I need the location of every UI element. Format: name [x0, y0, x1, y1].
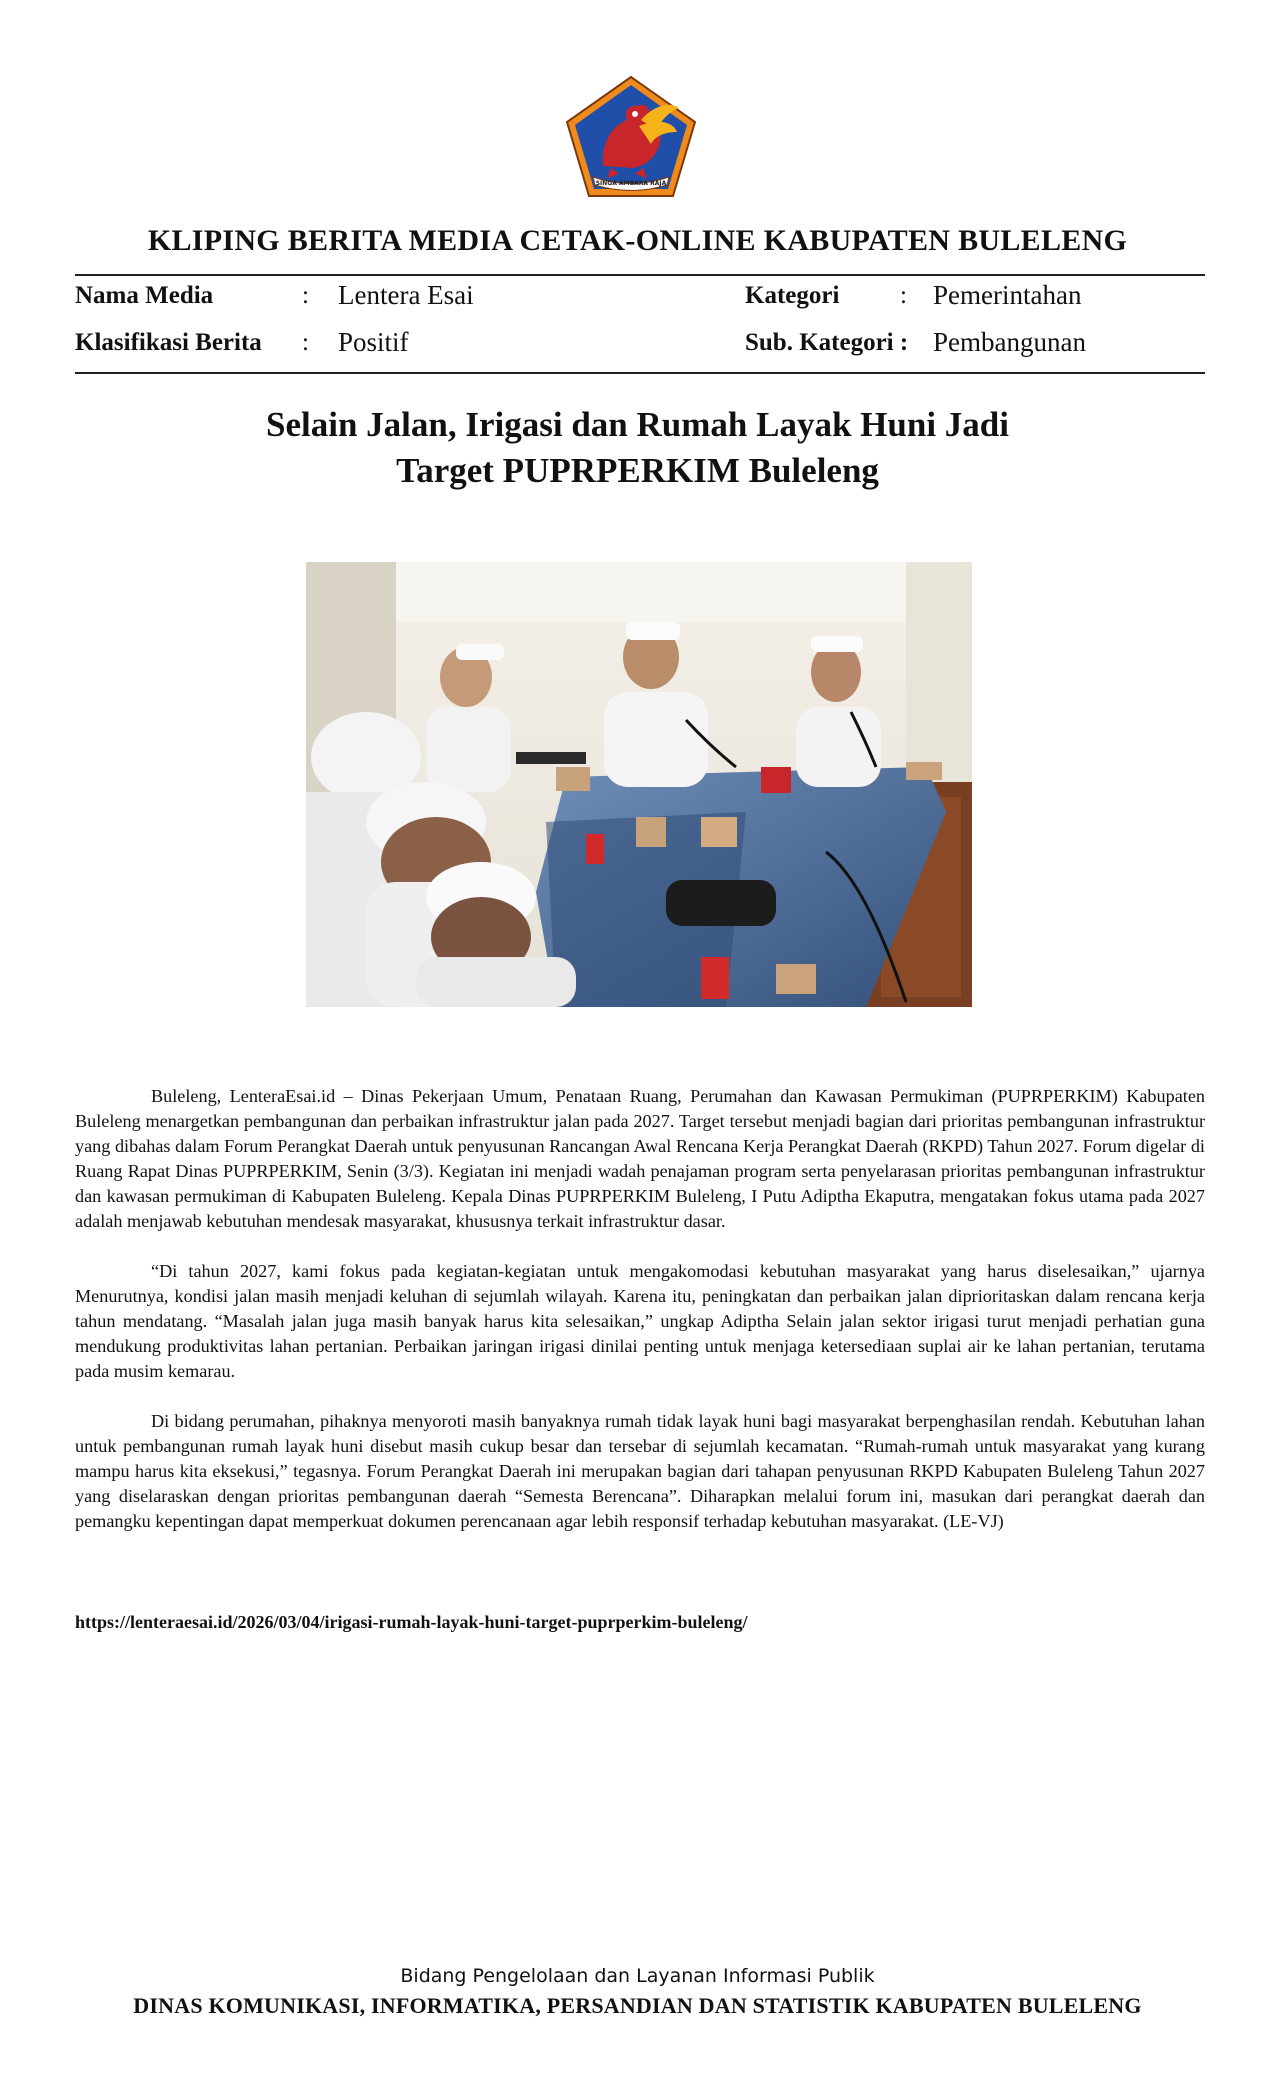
- article-paragraph: Di bidang perumahan, pihaknya menyoroti masih banyaknya rumah tidak layak huni bagi masyarakat berpenghasilan rendah. Kebutuhan lahan untuk pembangunan rumah layak huni disebut masih cukup besar dan tersebar di sejumlah kecamatan. “Rumah-rumah untuk masyarakat yang kurang mampu harus kita eksekusi,” tegasnya. Forum Perangkat Daerah ini merupakan bagian dari tahapan penyusunan RKPD Kabupaten Buleleng Tahun 2027 yang diselaraskan dengan prioritas pembangunan daerah “Semesta Berencana”. Diharapkan melalui forum ini, masukan dari perangkat daerah dan pemangku kepentingan dapat memperkuat dokumen perencanaan agar lebih responsif terhadap kebutuhan masyarakat. (LE-VJ): [75, 1411, 1205, 1531]
- media-value: Lentera Esai: [338, 280, 474, 310]
- headline-line-1: Selain Jalan, Irigasi dan Rumah Layak Huni Jadi: [266, 405, 1009, 444]
- klasifikasi-label: Klasifikasi Berita: [75, 329, 262, 356]
- headline-line-2: Target PUPRPERKIM Buleleng: [396, 451, 879, 490]
- footer-department: Bidang Pengelolaan dan Layanan Informasi Publik: [400, 1965, 875, 1987]
- document-title: KLIPING BERITA MEDIA CETAK-ONLINE KABUPATEN BULELENG: [147, 224, 1128, 257]
- emblem-motto-text: SINGA AMBARA RAJA: [595, 180, 667, 187]
- article-headline: [0, 402, 1275, 494]
- media-label: Nama Media: [75, 282, 214, 309]
- subkategori-label: Sub. Kategori :: [745, 329, 909, 356]
- article-body: [75, 1084, 1205, 1559]
- article-paragraph: “Di tahun 2027, kami fokus pada kegiatan-kegiatan untuk mengakomodasi kebutuhan masyarakat yang harus diselesaikan,” ujarnya Menurutnya, kondisi jalan masih menjadi keluhan di sejumlah wilayah. Karena itu, peningkatan dan perbaikan jalan diprioritaskan dalam rencana kerja tahun mendatang. “Masalah jalan juga masih banyak harus kita selesaikan,” ungkap Adiptha Selain jalan sektor irigasi turut menjadi perhatian guna mendukung produktivitas lahan pertanian. Perbaikan jaringan irigasi dinilai penting untuk menjaga ketersediaan suplai air ke lahan pertanian, terutama pada musim kemarau.: [75, 1261, 1205, 1381]
- article-paragraph: Buleleng, LenteraEsai.id – Dinas Pekerjaan Umum, Penataan Ruang, Perumahan dan Kawasan Permukiman (PUPRPERKIM) Kabupaten Buleleng menargetkan pembangunan dan perbaikan infrastruktur jalan pada 2027. Target tersebut menjadi bagian dari prioritas pembangunan infrastruktur yang dibahas dalam Forum Perangkat Daerah untuk penyusunan Rancangan Awal Rencana Kerja Perangkat Daerah (RKPD) Tahun 2027. Forum digelar di Ruang Rapat Dinas PUPRPERKIM, Senin (3/3). Kegiatan ini menjadi wadah penajaman program serta penyelarasan prioritas pembangunan infrastruktur dan kawasan permukiman di Kabupaten Buleleng. Kepala Dinas PUPRPERKIM Buleleng, I Putu Adiptha Ekaputra, mengatakan fokus utama pada 2027 adalah menjawab kebutuhan mendesak masyarakat, khususnya terkait infrastruktur dasar.: [75, 1086, 1205, 1231]
- article-photo: [306, 562, 972, 1007]
- top-rule: [75, 274, 1205, 276]
- kategori-label: Kategori: [745, 282, 840, 309]
- buleleng-emblem-logo: [563, 74, 699, 200]
- subkategori-value: Pembangunan: [933, 327, 1086, 357]
- source-url-link[interactable]: https://lenteraesai.id/2026/03/04/irigasi-rumah-layak-huni-target-puprperkim-buleleng/: [75, 1612, 748, 1632]
- bottom-rule: [75, 372, 1205, 374]
- klasifikasi-value: Positif: [338, 327, 409, 357]
- kategori-value: Pemerintahan: [933, 280, 1082, 310]
- footer-agency: DINAS KOMUNIKASI, INFORMATIKA, PERSANDIAN DAN STATISTIK KABUPATEN BULELENG: [133, 1993, 1142, 2018]
- media-colon: :: [302, 282, 309, 309]
- klasifikasi-colon: :: [302, 329, 309, 356]
- kategori-colon: :: [900, 282, 907, 309]
